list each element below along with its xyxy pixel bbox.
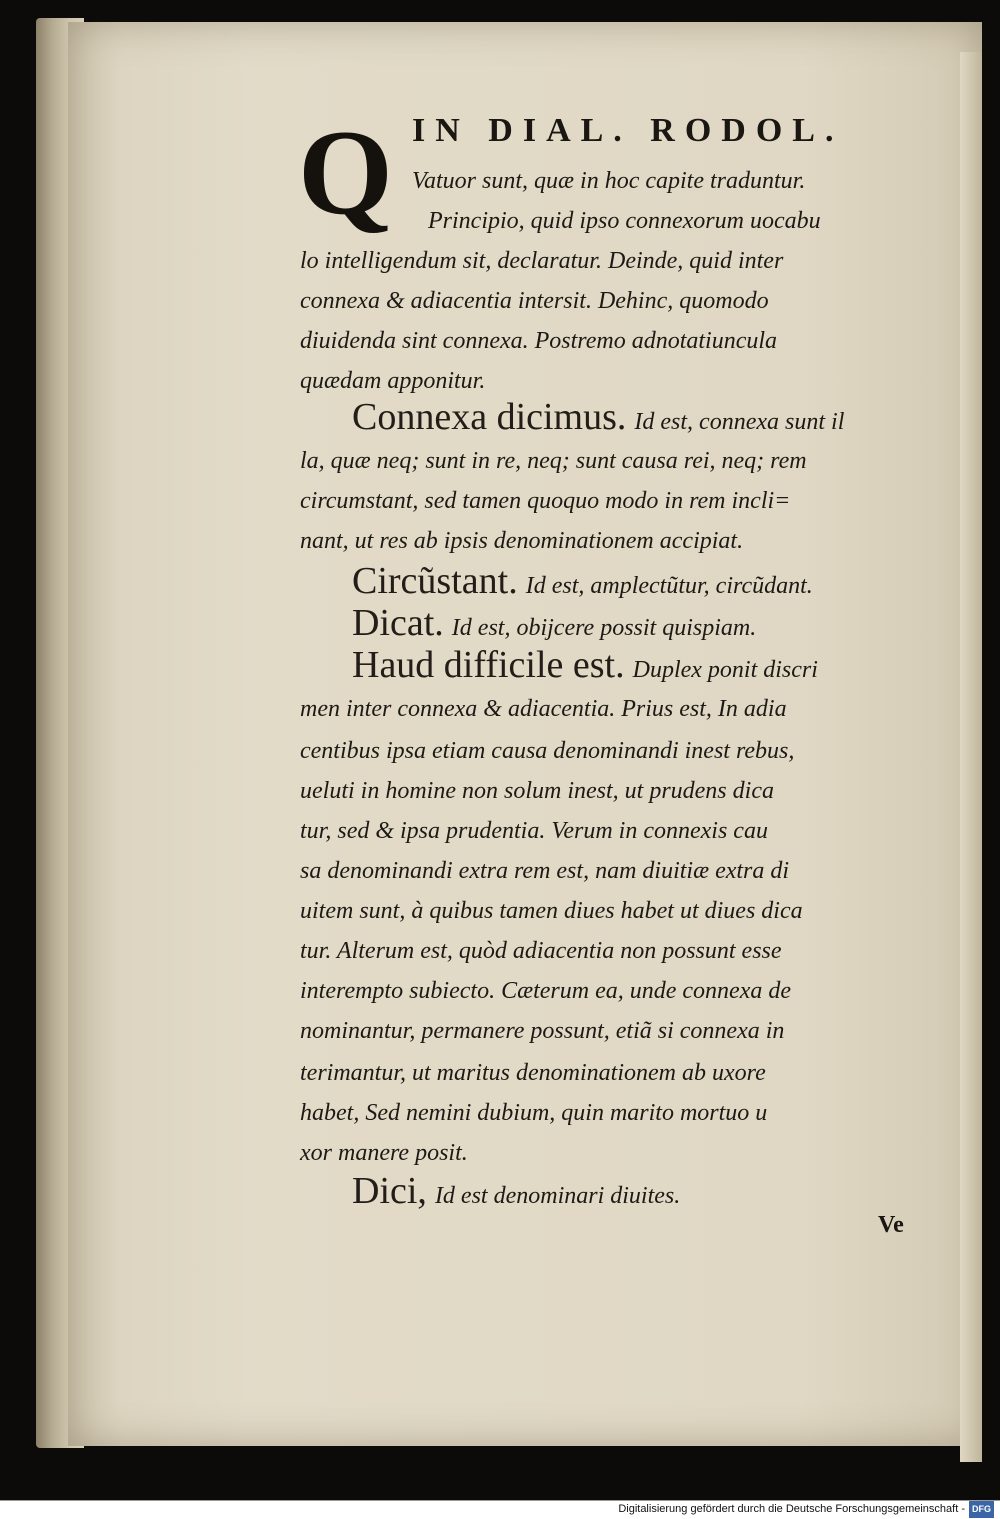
text-line: nant, ut res ab ipsis denominationem accipiat. <box>300 528 744 554</box>
digitization-footer <box>0 1500 1000 1519</box>
running-header: IN DIAL. RODOL. <box>412 112 844 149</box>
text-line: interempto subiecto. Cæterum ea, unde connexa de <box>300 978 791 1004</box>
catchword: Ve <box>878 1212 904 1238</box>
page-right-edge <box>960 52 982 1462</box>
lemma: Dici, <box>352 1170 427 1212</box>
lemma: Connexa dicimus. <box>352 396 627 438</box>
lemma: Circũstant. <box>352 560 518 602</box>
lemma: Dicat. <box>352 602 444 644</box>
text-line: sa denominandi extra rem est, nam diuitiæ extra di <box>300 858 790 884</box>
text-line: Connexa dicimus. Id est, connexa sunt il <box>352 396 845 438</box>
dfg-logo-icon[interactable]: DFG <box>969 1501 994 1518</box>
footer-credit: Digitalisierung gefördert durch die Deutsche Forschungsgemeinschaft - <box>618 1503 965 1516</box>
text-line: Principio, quid ipso connexorum uocabu <box>428 208 821 234</box>
text-line: Circũstant. Id est, amplectũtur, circũdant. <box>352 560 813 602</box>
text-line: tur, sed & ipsa prudentia. Verum in connexis cau <box>300 818 768 844</box>
text-line: terimantur, ut maritus denominationem ab uxore <box>300 1060 766 1086</box>
text-line: circumstant, sed tamen quoquo modo in rem incli= <box>300 488 791 514</box>
text-line: Vatuor sunt, quæ in hoc capite traduntur. <box>412 168 806 194</box>
text-line: lo intelligendum sit, declaratur. Deinde, quid inter <box>300 248 784 274</box>
text-line: centibus ipsa etiam causa denominandi inest rebus, <box>300 738 795 764</box>
text-line: men inter connexa & adiacentia. Prius est, In adia <box>300 696 787 722</box>
text-line: la, quæ neq; sunt in re, neq; sunt causa rei, neq; rem <box>300 448 807 474</box>
text-line: diuidenda sint connexa. Postremo adnotatiuncula <box>300 328 778 354</box>
text-line: Haud difficile est. Duplex ponit discri <box>352 644 818 686</box>
text-line: connexa & adiacentia intersit. Dehinc, quomodo <box>300 288 769 314</box>
drop-cap: Q <box>298 105 393 240</box>
text-line: Dici, Id est denominari diuites. <box>352 1170 681 1212</box>
text-line: uitem sunt, à quibus tamen diues habet ut diues dica <box>300 898 803 924</box>
text-line: quædam apponitur. <box>300 368 486 394</box>
text-line: xor manere posit. <box>300 1140 468 1166</box>
text-line: ueluti in homine non solum inest, ut prudens dica <box>300 778 774 804</box>
text-line: habet, Sed nemini dubium, quin marito mortuo u <box>300 1100 768 1126</box>
text-line: Dicat. Id est, obijcere possit quispiam. <box>352 602 757 644</box>
lemma: Haud difficile est. <box>352 644 625 686</box>
text-line: nominantur, permanere possunt, etiã si connexa in <box>300 1018 785 1044</box>
text-line: tur. Alterum est, quòd adiacentia non possunt esse <box>300 938 782 964</box>
